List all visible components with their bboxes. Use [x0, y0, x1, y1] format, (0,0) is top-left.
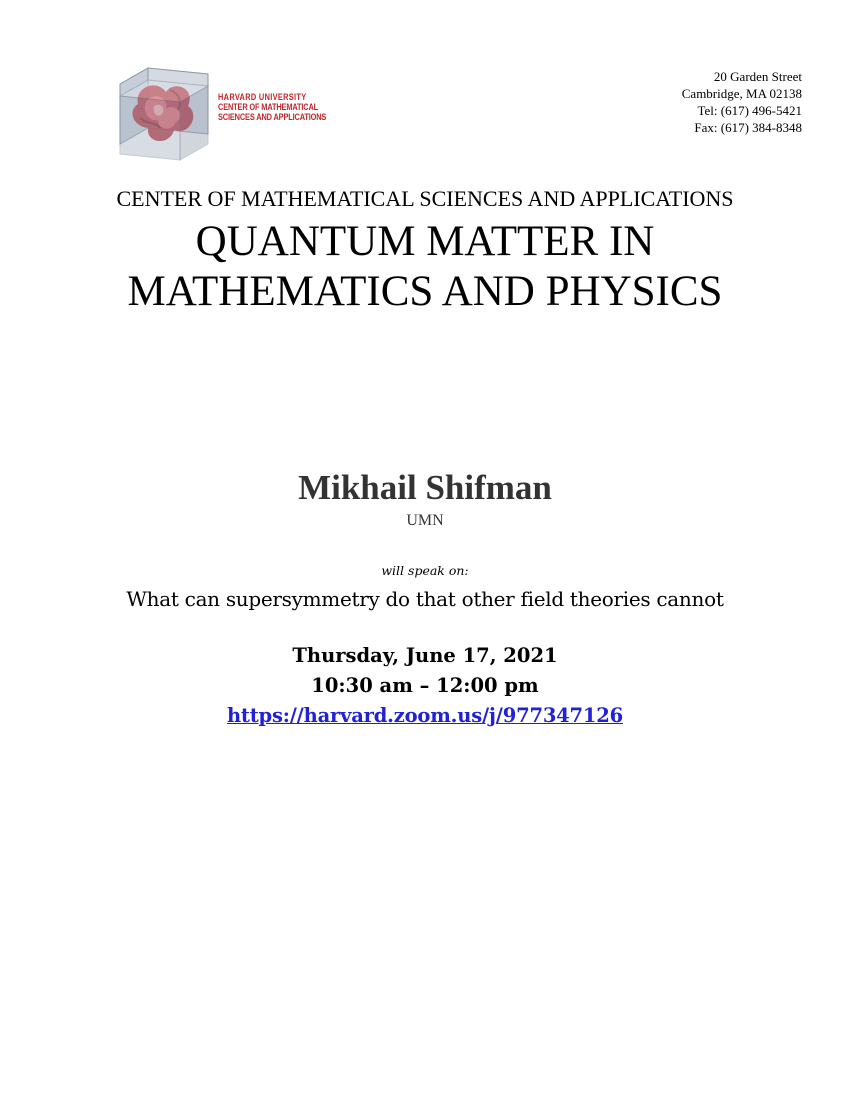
series-title — [0, 217, 850, 317]
event-time: 10:30 am – 12:00 pm — [311, 674, 539, 697]
cube-emblem-icon — [116, 66, 226, 162]
series-title-line: QUANTUM MATTER IN — [195, 218, 655, 265]
series-title-line: MATHEMATICS AND PHYSICS — [127, 268, 723, 315]
zoom-link[interactable]: https://harvard.zoom.us/j/977347126 — [226, 704, 624, 727]
phone-number: Tel: (617) 496-5421 — [697, 103, 802, 118]
logo-line: CENTER OF MATHEMATICAL — [218, 102, 319, 113]
speaker-name: Mikhail Shifman — [298, 468, 552, 507]
street-address: 20 Garden Street — [713, 69, 802, 84]
fax-number: Fax: (617) 384-8348 — [694, 120, 802, 135]
logo-wordmark — [218, 93, 326, 123]
address-block — [682, 68, 802, 136]
event-date: Thursday, June 17, 2021 — [292, 644, 558, 667]
city-address: Cambridge, MA 02138 — [681, 86, 802, 101]
speak-on-label: will speak on: — [381, 563, 469, 578]
cmsa-logo — [116, 66, 341, 162]
logo-line: SCIENCES AND APPLICATIONS — [218, 112, 327, 123]
speaker-affiliation: UMN — [406, 512, 444, 529]
logo-line: HARVARD UNIVERSITY — [218, 92, 307, 103]
talk-title: What can supersymmetry do that other field theories cannot — [126, 587, 724, 611]
center-name: CENTER OF MATHEMATICAL SCIENCES AND APPLICATIONS — [116, 186, 734, 211]
event-details — [0, 641, 850, 731]
